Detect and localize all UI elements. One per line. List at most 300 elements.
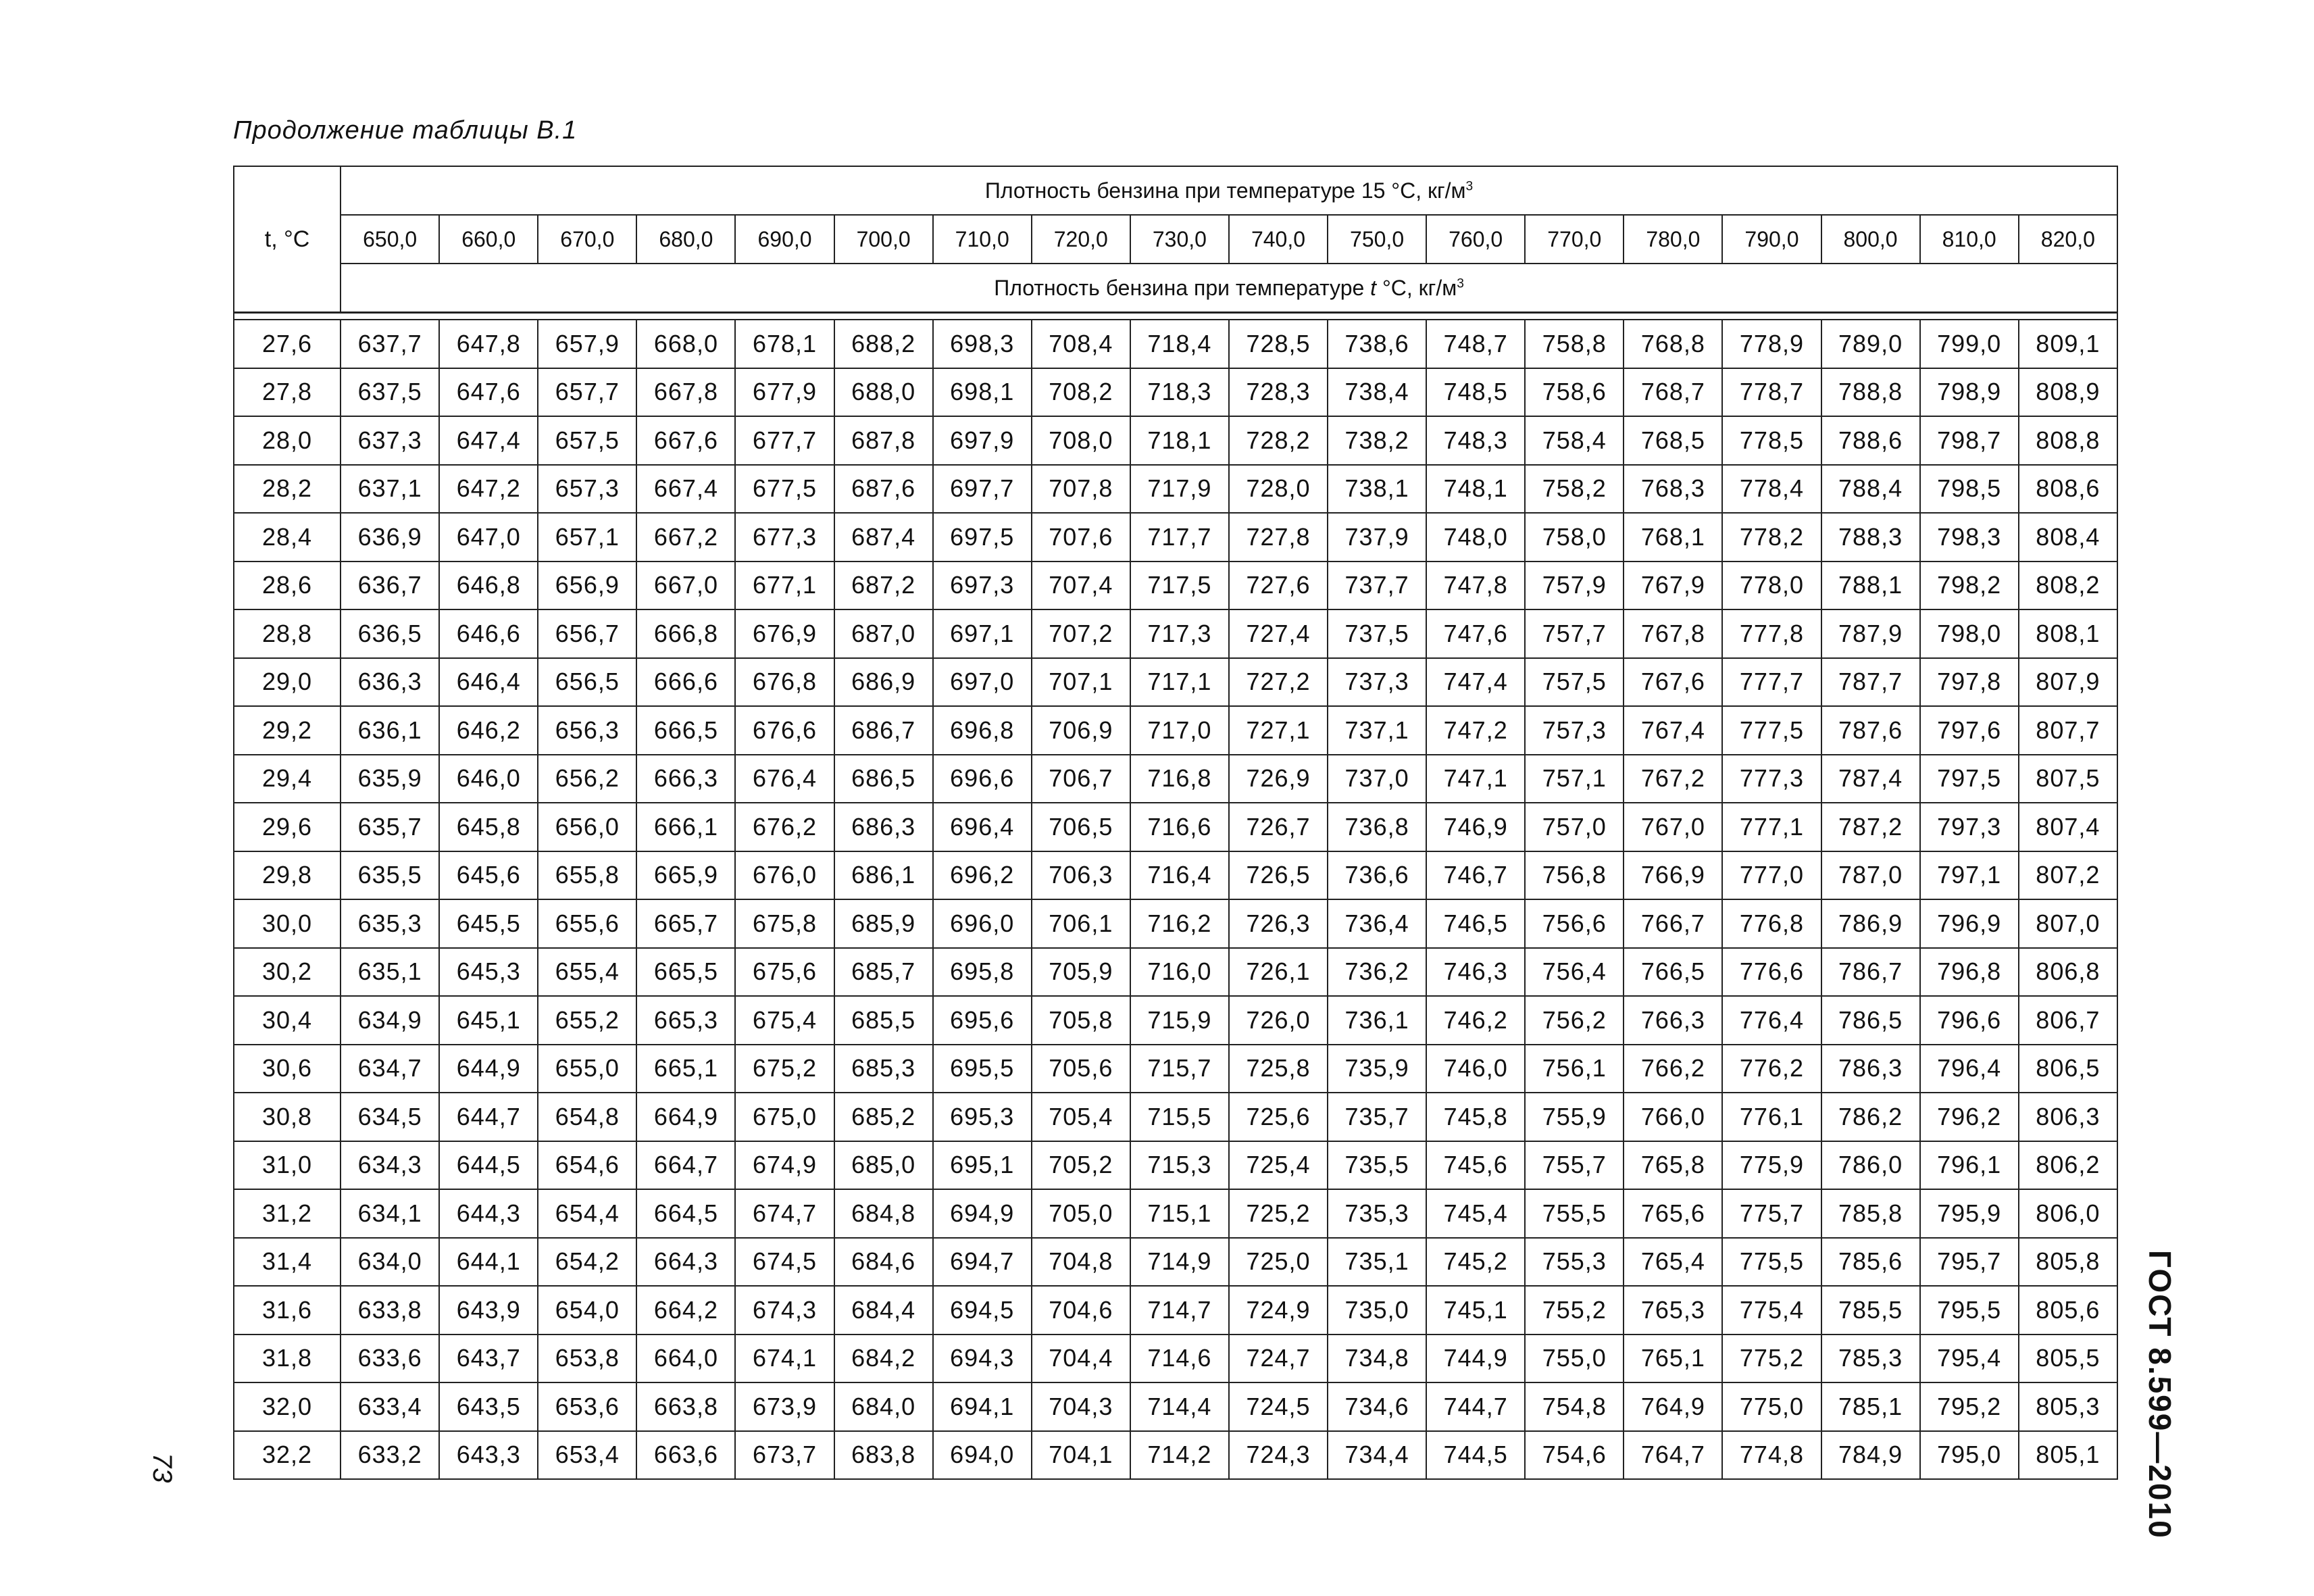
density-cell: 677,3 (735, 513, 834, 562)
density-cell: 647,0 (439, 513, 538, 562)
density-cell: 635,9 (341, 755, 439, 803)
density-cell: 655,6 (538, 899, 636, 948)
density-cell: 724,9 (1229, 1286, 1328, 1335)
density-cell: 664,0 (636, 1335, 735, 1383)
temperature-cell: 28,4 (234, 513, 341, 562)
density-cell: 796,9 (1920, 899, 2019, 948)
density-cell: 677,9 (735, 368, 834, 417)
header-bottom-title-t: t (1370, 275, 1377, 300)
density-cell: 726,5 (1229, 851, 1328, 900)
density-cell: 775,0 (1722, 1382, 1821, 1431)
density-cell: 665,9 (636, 851, 735, 900)
density-cell: 667,0 (636, 562, 735, 610)
density-cell: 774,8 (1722, 1431, 1821, 1480)
density-cell: 738,6 (1328, 320, 1426, 368)
density-cell: 798,5 (1920, 465, 2019, 514)
density-cell: 685,9 (834, 899, 933, 948)
table-row (234, 899, 2117, 948)
density-cell: 737,0 (1328, 755, 1426, 803)
density-cell: 695,8 (933, 948, 1032, 997)
density-cell: 714,7 (1130, 1286, 1229, 1335)
density-cell: 745,2 (1426, 1238, 1525, 1287)
document-code: ГОСТ 8.599—2010 (2142, 1250, 2178, 1539)
column-header: 770,0 (1525, 215, 1624, 264)
density-cell: 726,3 (1229, 899, 1328, 948)
density-cell: 784,9 (1821, 1431, 1920, 1480)
density-cell: 737,5 (1328, 609, 1426, 658)
density-cell: 756,1 (1525, 1045, 1624, 1093)
density-cell: 735,9 (1328, 1045, 1426, 1093)
density-cell: 787,9 (1821, 609, 1920, 658)
column-header: 730,0 (1130, 215, 1229, 264)
density-cell: 768,8 (1624, 320, 1722, 368)
density-cell: 705,0 (1032, 1189, 1130, 1238)
density-cell: 728,5 (1229, 320, 1328, 368)
density-cell: 663,6 (636, 1431, 735, 1480)
density-cell: 705,8 (1032, 996, 1130, 1045)
density-cell: 646,6 (439, 609, 538, 658)
density-cell: 636,9 (341, 513, 439, 562)
density-cell: 698,3 (933, 320, 1032, 368)
density-cell: 788,3 (1821, 513, 1920, 562)
density-cell: 756,2 (1525, 996, 1624, 1045)
density-cell: 657,5 (538, 416, 636, 465)
density-cell: 806,8 (2019, 948, 2117, 997)
density-cell: 697,7 (933, 465, 1032, 514)
density-cell: 708,4 (1032, 320, 1130, 368)
density-cell: 686,5 (834, 755, 933, 803)
density-table (233, 166, 2118, 1480)
density-cell: 635,3 (341, 899, 439, 948)
density-cell: 728,0 (1229, 465, 1328, 514)
density-cell: 748,5 (1426, 368, 1525, 417)
temperature-cell: 29,8 (234, 851, 341, 900)
density-cell: 695,3 (933, 1093, 1032, 1141)
temperature-cell: 27,6 (234, 320, 341, 368)
density-cell: 665,5 (636, 948, 735, 997)
density-cell: 687,0 (834, 609, 933, 658)
table-row (234, 320, 2117, 368)
density-cell: 636,1 (341, 706, 439, 755)
density-cell: 677,1 (735, 562, 834, 610)
density-cell: 705,9 (1032, 948, 1130, 997)
density-cell: 637,1 (341, 465, 439, 514)
density-cell: 728,2 (1229, 416, 1328, 465)
temperature-cell: 32,2 (234, 1431, 341, 1480)
density-cell: 755,3 (1525, 1238, 1624, 1287)
table-row (234, 1141, 2117, 1190)
density-cell: 748,7 (1426, 320, 1525, 368)
density-cell: 673,7 (735, 1431, 834, 1480)
density-cell: 666,3 (636, 755, 735, 803)
density-cell: 706,7 (1032, 755, 1130, 803)
density-cell: 664,5 (636, 1189, 735, 1238)
density-cell: 694,3 (933, 1335, 1032, 1383)
density-cell: 644,1 (439, 1238, 538, 1287)
density-cell: 694,5 (933, 1286, 1032, 1335)
density-cell: 764,9 (1624, 1382, 1722, 1431)
density-cell: 634,7 (341, 1045, 439, 1093)
density-cell: 735,5 (1328, 1141, 1426, 1190)
density-cell: 717,9 (1130, 465, 1229, 514)
density-cell: 746,9 (1426, 803, 1525, 851)
density-cell: 677,5 (735, 465, 834, 514)
density-cell: 734,4 (1328, 1431, 1426, 1480)
density-cell: 744,9 (1426, 1335, 1525, 1383)
density-cell: 656,2 (538, 755, 636, 803)
density-cell: 748,3 (1426, 416, 1525, 465)
density-cell: 644,3 (439, 1189, 538, 1238)
density-cell: 694,9 (933, 1189, 1032, 1238)
density-cell: 736,2 (1328, 948, 1426, 997)
density-cell: 657,7 (538, 368, 636, 417)
density-cell: 675,2 (735, 1045, 834, 1093)
density-cell: 778,5 (1722, 416, 1821, 465)
density-cell: 635,7 (341, 803, 439, 851)
density-cell: 799,0 (1920, 320, 2019, 368)
density-cell: 757,1 (1525, 755, 1624, 803)
density-cell: 684,0 (834, 1382, 933, 1431)
density-cell: 674,9 (735, 1141, 834, 1190)
density-cell: 796,2 (1920, 1093, 2019, 1141)
density-cell: 668,0 (636, 320, 735, 368)
density-cell: 643,3 (439, 1431, 538, 1480)
density-cell: 714,2 (1130, 1431, 1229, 1480)
density-cell: 795,7 (1920, 1238, 2019, 1287)
density-cell: 806,3 (2019, 1093, 2117, 1141)
density-cell: 807,2 (2019, 851, 2117, 900)
density-cell: 687,2 (834, 562, 933, 610)
density-cell: 716,0 (1130, 948, 1229, 997)
density-cell: 696,0 (933, 899, 1032, 948)
density-cell: 673,9 (735, 1382, 834, 1431)
density-cell: 704,4 (1032, 1335, 1130, 1383)
density-cell: 738,2 (1328, 416, 1426, 465)
density-cell: 636,7 (341, 562, 439, 610)
density-cell: 805,8 (2019, 1238, 2117, 1287)
density-cell: 688,2 (834, 320, 933, 368)
density-cell: 698,1 (933, 368, 1032, 417)
density-cell: 757,0 (1525, 803, 1624, 851)
density-cell: 785,3 (1821, 1335, 1920, 1383)
density-cell: 765,6 (1624, 1189, 1722, 1238)
table-row (234, 1431, 2117, 1480)
density-cell: 724,5 (1229, 1382, 1328, 1431)
column-header: 650,0 (341, 215, 439, 264)
density-cell: 706,1 (1032, 899, 1130, 948)
density-cell: 756,8 (1525, 851, 1624, 900)
density-cell: 736,6 (1328, 851, 1426, 900)
density-cell: 637,3 (341, 416, 439, 465)
density-cell: 715,5 (1130, 1093, 1229, 1141)
density-cell: 735,7 (1328, 1093, 1426, 1141)
density-cell: 806,0 (2019, 1189, 2117, 1238)
density-cell: 697,9 (933, 416, 1032, 465)
density-cell: 647,4 (439, 416, 538, 465)
density-cell: 746,5 (1426, 899, 1525, 948)
temperature-cell: 32,0 (234, 1382, 341, 1431)
density-cell: 654,4 (538, 1189, 636, 1238)
density-cell: 684,4 (834, 1286, 933, 1335)
density-cell: 796,4 (1920, 1045, 2019, 1093)
density-cell: 796,6 (1920, 996, 2019, 1045)
density-cell: 637,7 (341, 320, 439, 368)
density-cell: 786,0 (1821, 1141, 1920, 1190)
density-cell: 684,2 (834, 1335, 933, 1383)
density-cell: 674,1 (735, 1335, 834, 1383)
density-cell: 647,2 (439, 465, 538, 514)
density-cell: 728,3 (1229, 368, 1328, 417)
density-cell: 767,6 (1624, 658, 1722, 707)
temperature-cell: 28,6 (234, 562, 341, 610)
density-cell: 684,6 (834, 1238, 933, 1287)
density-cell: 745,4 (1426, 1189, 1525, 1238)
density-cell: 758,6 (1525, 368, 1624, 417)
density-cell: 786,5 (1821, 996, 1920, 1045)
density-cell: 674,5 (735, 1238, 834, 1287)
density-cell: 664,2 (636, 1286, 735, 1335)
density-cell: 727,4 (1229, 609, 1328, 658)
density-cell: 656,3 (538, 706, 636, 755)
density-cell: 665,3 (636, 996, 735, 1045)
density-cell: 795,2 (1920, 1382, 2019, 1431)
density-cell: 695,1 (933, 1141, 1032, 1190)
density-cell: 789,0 (1821, 320, 1920, 368)
table-row (234, 465, 2117, 514)
density-cell: 716,6 (1130, 803, 1229, 851)
density-cell: 798,2 (1920, 562, 2019, 610)
density-cell: 646,2 (439, 706, 538, 755)
density-cell: 654,8 (538, 1093, 636, 1141)
density-cell: 776,6 (1722, 948, 1821, 997)
header-bottom-title-suffix: °C, кг/м (1376, 275, 1457, 300)
table-row (234, 1045, 2117, 1093)
density-cell: 694,0 (933, 1431, 1032, 1480)
density-cell: 795,0 (1920, 1431, 2019, 1480)
density-cell: 695,5 (933, 1045, 1032, 1093)
density-cell: 778,7 (1722, 368, 1821, 417)
density-cell: 775,9 (1722, 1141, 1821, 1190)
density-cell: 666,1 (636, 803, 735, 851)
column-header: 670,0 (538, 215, 636, 264)
density-cell: 705,4 (1032, 1093, 1130, 1141)
density-cell: 785,5 (1821, 1286, 1920, 1335)
density-cell: 724,7 (1229, 1335, 1328, 1383)
density-cell: 675,8 (735, 899, 834, 948)
density-cell: 646,4 (439, 658, 538, 707)
density-cell: 717,5 (1130, 562, 1229, 610)
density-cell: 755,2 (1525, 1286, 1624, 1335)
density-cell: 665,1 (636, 1045, 735, 1093)
table-row (234, 368, 2117, 417)
density-cell: 767,8 (1624, 609, 1722, 658)
density-cell: 716,4 (1130, 851, 1229, 900)
density-cell: 704,8 (1032, 1238, 1130, 1287)
density-cell: 787,4 (1821, 755, 1920, 803)
density-cell: 756,4 (1525, 948, 1624, 997)
density-cell: 746,0 (1426, 1045, 1525, 1093)
density-cell: 736,8 (1328, 803, 1426, 851)
density-cell: 633,2 (341, 1431, 439, 1480)
density-cell: 768,7 (1624, 368, 1722, 417)
column-header: 750,0 (1328, 215, 1426, 264)
column-header: 760,0 (1426, 215, 1525, 264)
density-cell: 798,7 (1920, 416, 2019, 465)
density-cell: 795,4 (1920, 1335, 2019, 1383)
table-row (234, 416, 2117, 465)
density-cell: 764,7 (1624, 1431, 1722, 1480)
column-header: 690,0 (735, 215, 834, 264)
density-cell: 654,6 (538, 1141, 636, 1190)
density-cell: 706,3 (1032, 851, 1130, 900)
column-header: 780,0 (1624, 215, 1722, 264)
density-cell: 738,4 (1328, 368, 1426, 417)
density-cell: 694,1 (933, 1382, 1032, 1431)
table-row (234, 948, 2117, 997)
density-cell: 727,6 (1229, 562, 1328, 610)
density-cell: 716,8 (1130, 755, 1229, 803)
density-cell: 765,3 (1624, 1286, 1722, 1335)
density-cell: 667,8 (636, 368, 735, 417)
density-cell: 807,9 (2019, 658, 2117, 707)
density-cell: 635,1 (341, 948, 439, 997)
density-cell: 654,0 (538, 1286, 636, 1335)
density-cell: 776,2 (1722, 1045, 1821, 1093)
table-row (234, 1382, 2117, 1431)
density-cell: 645,1 (439, 996, 538, 1045)
table-row (234, 513, 2117, 562)
density-cell: 777,1 (1722, 803, 1821, 851)
column-header: 820,0 (2019, 215, 2117, 264)
density-cell: 808,6 (2019, 465, 2117, 514)
density-cell: 654,2 (538, 1238, 636, 1287)
density-cell: 696,6 (933, 755, 1032, 803)
density-cell: 653,8 (538, 1335, 636, 1383)
density-cell: 776,1 (1722, 1093, 1821, 1141)
density-cell: 657,3 (538, 465, 636, 514)
density-cell: 788,1 (1821, 562, 1920, 610)
density-cell: 675,6 (735, 948, 834, 997)
density-cell: 696,4 (933, 803, 1032, 851)
density-cell: 765,1 (1624, 1335, 1722, 1383)
density-cell: 758,8 (1525, 320, 1624, 368)
density-cell: 755,9 (1525, 1093, 1624, 1141)
density-cell: 808,1 (2019, 609, 2117, 658)
temperature-cell: 31,2 (234, 1189, 341, 1238)
density-cell: 697,5 (933, 513, 1032, 562)
density-cell: 798,3 (1920, 513, 2019, 562)
density-cell: 788,8 (1821, 368, 1920, 417)
density-cell: 737,7 (1328, 562, 1426, 610)
header-row-bottom (234, 264, 2117, 313)
density-cell: 685,2 (834, 1093, 933, 1141)
density-cell: 696,8 (933, 706, 1032, 755)
density-cell: 788,6 (1821, 416, 1920, 465)
density-cell: 796,8 (1920, 948, 2019, 997)
density-cell: 755,7 (1525, 1141, 1624, 1190)
density-cell: 757,5 (1525, 658, 1624, 707)
density-cell: 715,1 (1130, 1189, 1229, 1238)
density-cell: 656,5 (538, 658, 636, 707)
density-cell: 727,1 (1229, 706, 1328, 755)
density-cell: 718,1 (1130, 416, 1229, 465)
density-cell: 786,3 (1821, 1045, 1920, 1093)
density-cell: 744,7 (1426, 1382, 1525, 1431)
header-row-top (234, 166, 2117, 215)
density-cell: 725,8 (1229, 1045, 1328, 1093)
density-cell: 714,9 (1130, 1238, 1229, 1287)
density-cell: 795,9 (1920, 1189, 2019, 1238)
column-header: 710,0 (933, 215, 1032, 264)
density-cell: 726,9 (1229, 755, 1328, 803)
temperature-cell: 30,8 (234, 1093, 341, 1141)
density-cell: 797,8 (1920, 658, 2019, 707)
density-cell: 787,2 (1821, 803, 1920, 851)
density-cell: 777,7 (1722, 658, 1821, 707)
density-cell: 797,5 (1920, 755, 2019, 803)
column-header: 720,0 (1032, 215, 1130, 264)
temperature-cell: 28,2 (234, 465, 341, 514)
density-cell: 634,5 (341, 1093, 439, 1141)
density-cell: 676,8 (735, 658, 834, 707)
density-cell: 778,2 (1722, 513, 1821, 562)
table-row (234, 658, 2117, 707)
density-cell: 645,5 (439, 899, 538, 948)
table-row (234, 609, 2117, 658)
density-cell: 738,1 (1328, 465, 1426, 514)
density-cell: 775,5 (1722, 1238, 1821, 1287)
density-cell: 656,7 (538, 609, 636, 658)
density-cell: 785,1 (1821, 1382, 1920, 1431)
density-cell: 686,9 (834, 658, 933, 707)
temperature-cell: 31,8 (234, 1335, 341, 1383)
density-cell: 785,8 (1821, 1189, 1920, 1238)
density-cell: 717,0 (1130, 706, 1229, 755)
density-cell: 715,3 (1130, 1141, 1229, 1190)
density-cell: 715,9 (1130, 996, 1229, 1045)
density-cell: 644,5 (439, 1141, 538, 1190)
table-row (234, 851, 2117, 900)
density-cell: 747,4 (1426, 658, 1525, 707)
density-cell: 808,9 (2019, 368, 2117, 417)
density-cell: 666,5 (636, 706, 735, 755)
density-cell: 683,8 (834, 1431, 933, 1480)
density-cell: 663,8 (636, 1382, 735, 1431)
density-cell: 778,4 (1722, 465, 1821, 514)
density-cell: 756,6 (1525, 899, 1624, 948)
density-cell: 645,8 (439, 803, 538, 851)
density-cell: 726,7 (1229, 803, 1328, 851)
density-cell: 643,5 (439, 1382, 538, 1431)
density-cell: 675,4 (735, 996, 834, 1045)
density-cell: 687,4 (834, 513, 933, 562)
table-row (234, 803, 2117, 851)
density-cell: 704,3 (1032, 1382, 1130, 1431)
density-cell: 726,0 (1229, 996, 1328, 1045)
density-cell: 664,9 (636, 1093, 735, 1141)
superscript: 3 (1465, 178, 1474, 193)
density-cell: 797,6 (1920, 706, 2019, 755)
density-cell: 775,4 (1722, 1286, 1821, 1335)
density-cell: 768,1 (1624, 513, 1722, 562)
column-header: 700,0 (834, 215, 933, 264)
density-cell: 644,9 (439, 1045, 538, 1093)
density-cell: 655,0 (538, 1045, 636, 1093)
density-cell: 766,7 (1624, 899, 1722, 948)
density-cell: 766,3 (1624, 996, 1722, 1045)
density-cell: 748,0 (1426, 513, 1525, 562)
temperature-cell: 31,6 (234, 1286, 341, 1335)
